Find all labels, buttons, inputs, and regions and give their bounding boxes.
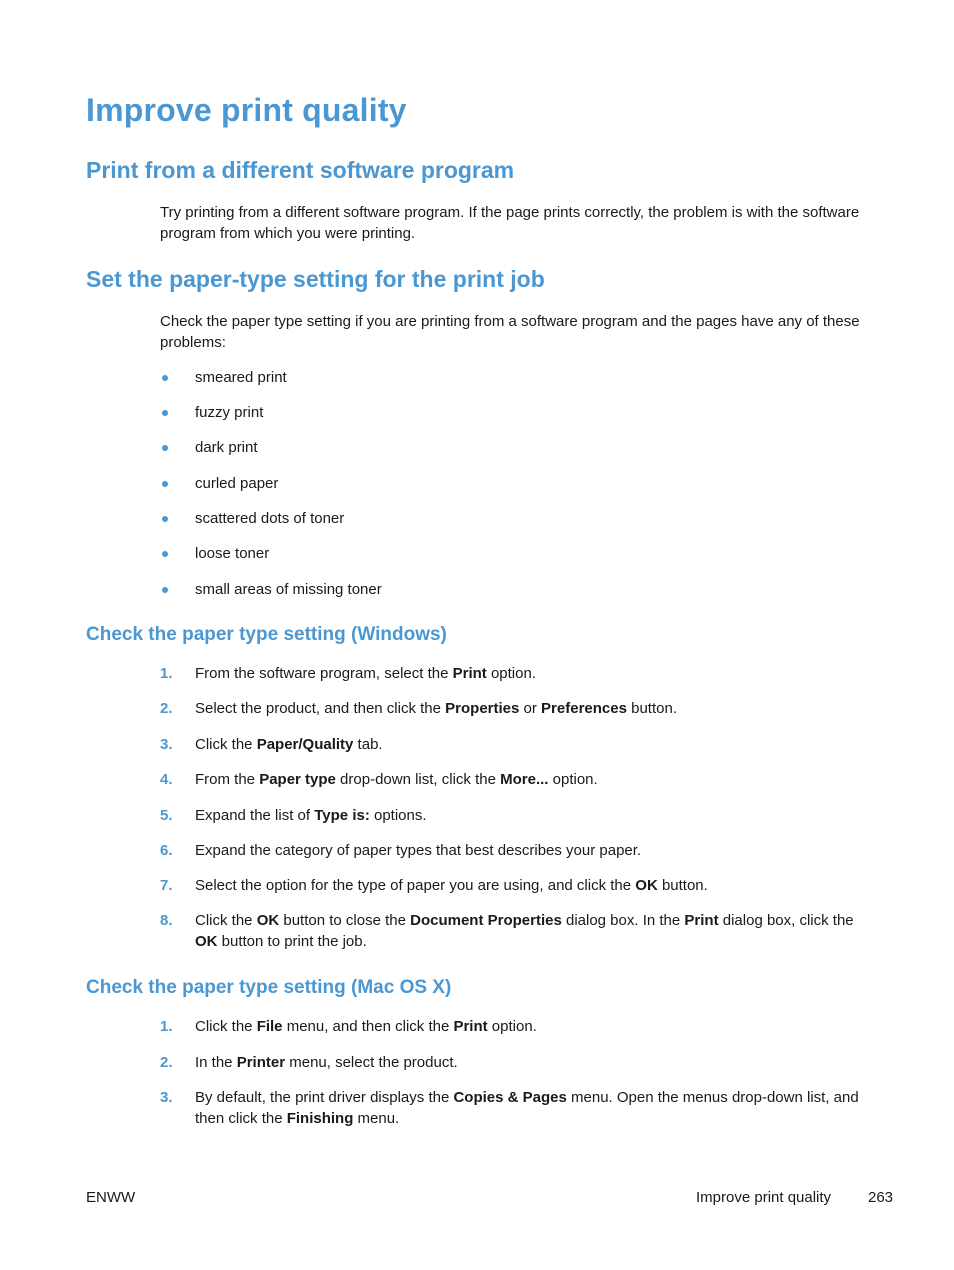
step-text: Select the option for the type of paper you are using, and click the OK button. [195, 877, 708, 894]
list-item-text: dark print [195, 439, 258, 456]
step-text: From the Paper type drop-down list, click the More... option. [195, 771, 598, 788]
step-number: 7. [160, 877, 173, 894]
step-text: Click the File menu, and then click the Print option. [195, 1018, 537, 1035]
list-item-text: fuzzy print [195, 404, 264, 421]
heading-windows: Check the paper type setting (Windows) [86, 624, 447, 645]
step-text: Expand the list of Type is: options. [195, 807, 427, 824]
step-text: In the Printer menu, select the product. [195, 1054, 458, 1071]
step-text: Click the Paper/Quality tab. [195, 736, 383, 753]
step-number: 4. [160, 771, 173, 788]
list-item-text: scattered dots of toner [195, 510, 345, 527]
paragraph-different-program: Try printing from a different software program. If the page prints correctly, the problem is with the software program from which you were printing. [160, 204, 860, 242]
step-number: 5. [160, 807, 173, 824]
step-number: 1. [160, 1018, 173, 1035]
step-text: By default, the print driver displays the Copies & Pages menu. Open the menus drop-down list, and then click the Finishing menu. [195, 1089, 859, 1127]
list-item-text: loose toner [195, 545, 270, 562]
bullet-icon [162, 551, 168, 557]
step-number: 1. [160, 665, 173, 682]
bullet-icon [162, 481, 168, 487]
bullet-icon [162, 375, 168, 381]
list-item-text: curled paper [195, 475, 279, 492]
step-number: 3. [160, 1089, 173, 1106]
heading-mac: Check the paper type setting (Mac OS X) [86, 977, 452, 998]
bullet-icon [162, 587, 168, 593]
bullet-icon [162, 410, 168, 416]
bullet-icon [162, 445, 168, 451]
heading-paper-type-setting: Set the paper-type setting for the print job [86, 266, 545, 292]
step-number: 3. [160, 736, 173, 753]
step-number: 8. [160, 912, 173, 929]
step-text: From the software program, select the Print option. [195, 665, 536, 682]
bullet-icon [162, 516, 168, 522]
page-number: 263 [868, 1189, 894, 1206]
step-text: Click the OK button to close the Document Properties dialog box. In the Print dialog box, click the OK button to print the job. [195, 912, 854, 950]
heading-different-program: Print from a different software program [86, 157, 515, 183]
step-number: 2. [160, 700, 173, 717]
paragraph-paper-type-setting: Check the paper type setting if you are printing from a software program and the pages have any of these problems: [160, 313, 860, 351]
step-text: Select the product, and then click the Properties or Preferences button. [195, 700, 677, 717]
footer-left: ENWW [86, 1189, 136, 1206]
list-item-text: smeared print [195, 369, 287, 386]
footer-section: Improve print quality [696, 1189, 832, 1206]
list-item-text: small areas of missing toner [195, 581, 382, 598]
step-number: 6. [160, 842, 173, 859]
step-text: Expand the category of paper types that best describes your paper. [195, 842, 642, 859]
step-number: 2. [160, 1054, 173, 1071]
page-title: Improve print quality [86, 92, 407, 128]
